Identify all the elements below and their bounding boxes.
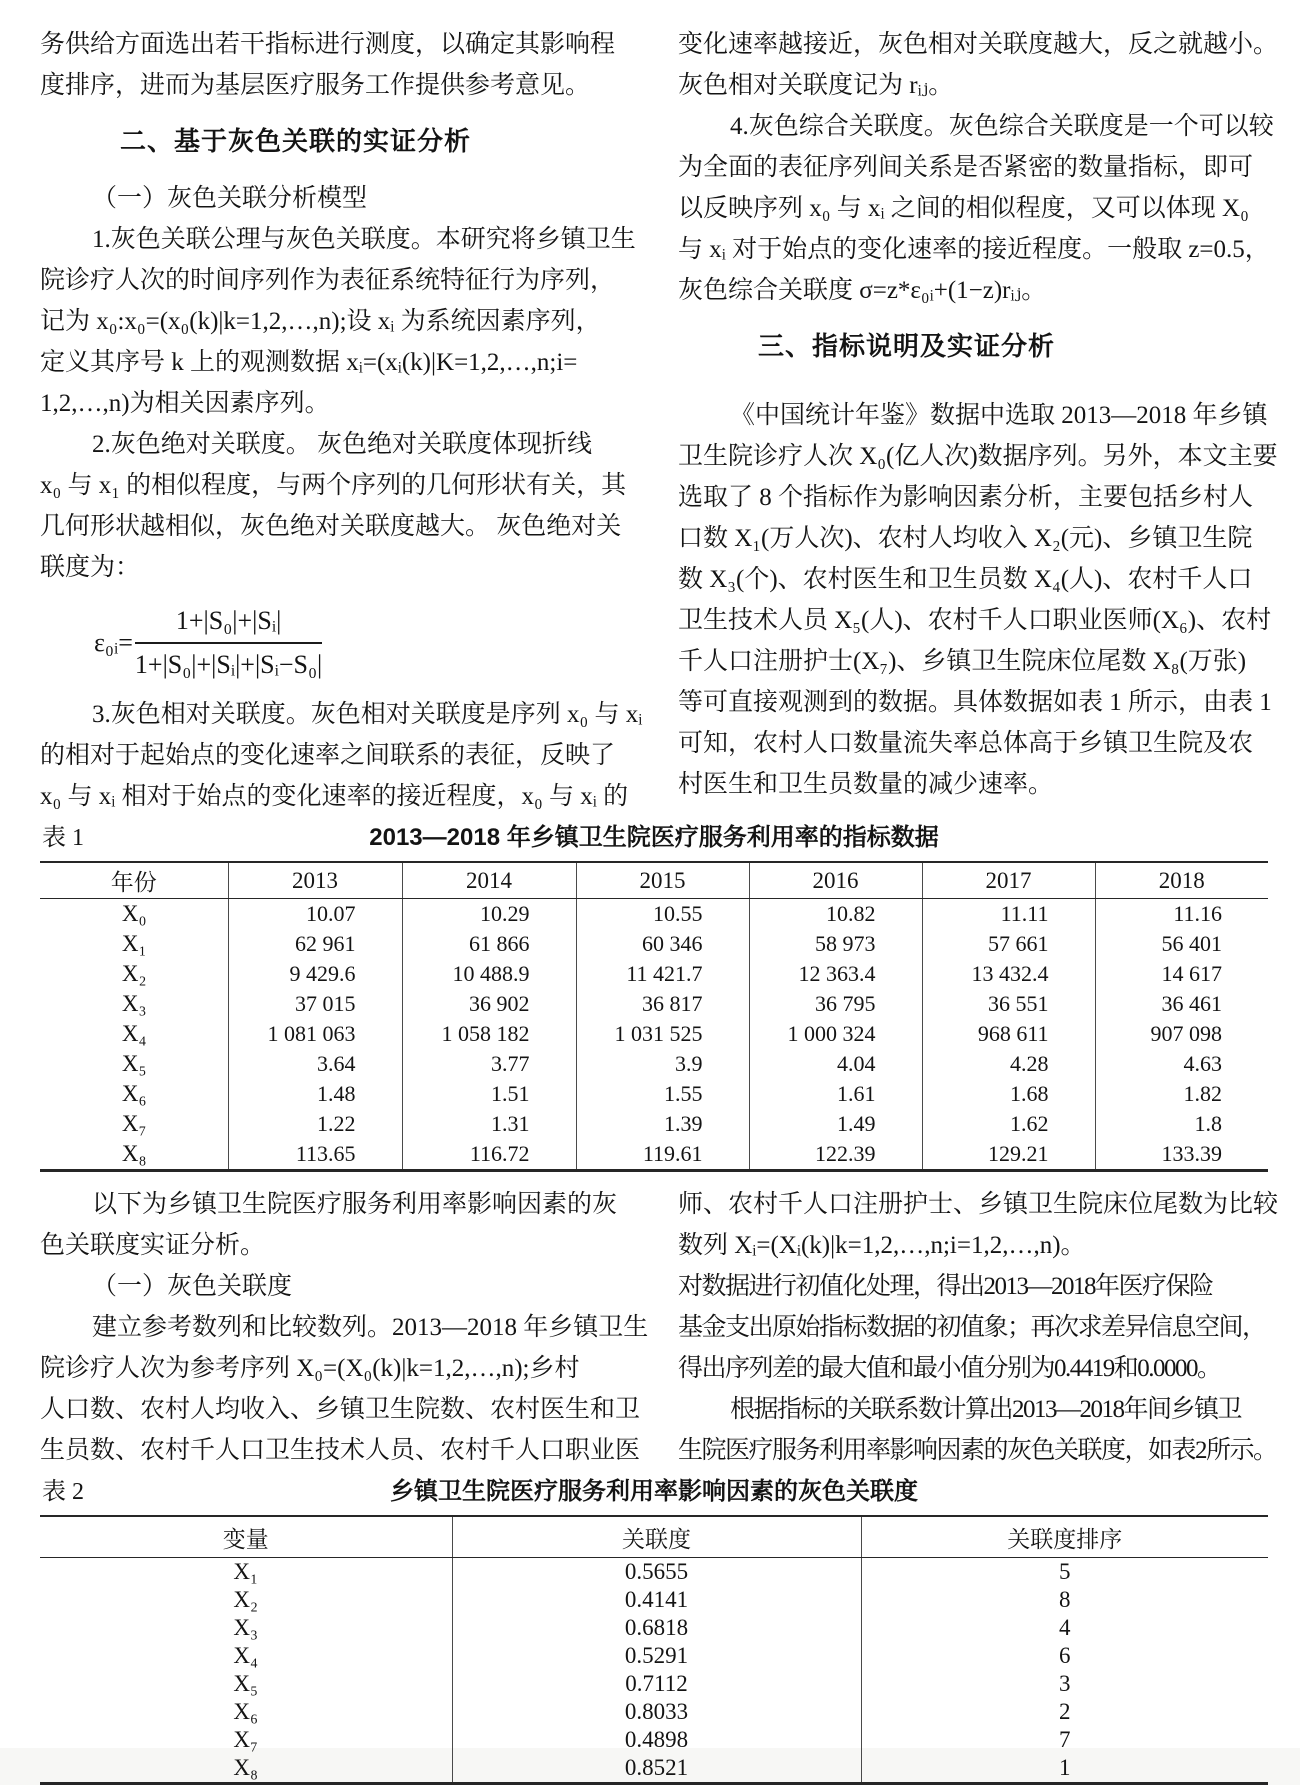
text-line: 选取了 8 个指标作为影响因素分析，主要包括乡村人 [678,484,1254,511]
data-cell: 4.28 [922,1049,1095,1079]
degree-cell: 0.6818 [452,1614,861,1642]
data-cell: 1 058 182 [402,1019,576,1049]
table-row [40,1698,1268,1726]
text-block-mid-left [40,1184,649,1471]
data-cell: 62 961 [228,929,402,959]
variable-cell: X₄ [233,1643,259,1668]
relation-table-header [40,1516,1268,1558]
data-cell: 13 432.4 [922,959,1095,989]
variable-cell: X₂ [121,961,147,986]
text-line: 1.灰色关联公理与灰色关联度。本研究将乡镇卫生 [92,226,636,253]
variable-cell: X₂ [233,1587,259,1612]
degree-cell: 0.5291 [452,1642,861,1670]
table-row [40,1079,1268,1109]
text-line: 对数据进行初值化处理，得出2013—2018年医疗保险 [678,1273,1213,1300]
text-line: 以下为乡镇卫生院医疗服务利用率影响因素的灰 [92,1191,618,1218]
table-row [40,989,1268,1019]
variable-cell: X₁ [121,931,147,956]
rank-cell: 8 [861,1586,1268,1614]
table-row [40,1019,1268,1049]
data-cell: 10 488.9 [402,959,576,989]
table-row [40,1586,1268,1614]
data-cell: 11 421.7 [576,959,749,989]
middle-right-column [678,1184,1279,1471]
degree-header-cell: 关联度 [452,1516,861,1558]
text-line: 得出序列差的最大值和最小值分别为0.4419和0.0000。 [678,1355,1221,1382]
data-cell: 1.8 [1095,1109,1268,1139]
text-line: 师、农村千人口注册护士、乡镇卫生院床位尾数为比较 [678,1191,1279,1218]
variable-cell: X₅ [121,1051,147,1076]
variable-cell: X₃ [233,1615,259,1640]
data-cell: 1.48 [228,1079,402,1109]
text-line: （一）灰色关联度 [92,1273,293,1300]
middle-left-column [40,1184,649,1471]
text-block-right [678,24,1279,805]
data-cell: 968 611 [922,1019,1095,1049]
table2-label: 表 2 [42,1479,84,1505]
text-line: 联度为： [40,554,141,581]
table-row [40,959,1268,989]
text-line: 度排序，进而为基层医疗服务工作提供参考意见。 [40,72,591,99]
degree-cell: 0.4898 [452,1726,861,1754]
header-row [40,1516,1268,1558]
degree-cell: 0.7112 [452,1670,861,1698]
data-cell: 129.21 [922,1139,1095,1171]
indicator-table-body [40,899,1268,1171]
data-cell: 3.64 [228,1049,402,1079]
data-cell: 60 346 [576,929,749,959]
rank-cell: 3 [861,1670,1268,1698]
variable-cell: X₇ [121,1111,147,1136]
data-cell: 3.77 [402,1049,576,1079]
table-row [40,1139,1268,1171]
text-line: 基金支出原始指标数据的初值象；再次求差异信息空间， [678,1314,1266,1341]
formula-numerator: 1+|S₀|+|Sᵢ| [135,604,322,644]
top-section [40,24,1279,817]
data-cell: 3.9 [576,1049,749,1079]
data-cell: 14 617 [1095,959,1268,989]
year-cell: 2015 [576,862,749,899]
data-cell: 10.29 [402,899,576,930]
table-row [40,1726,1268,1754]
degree-cell: 0.5655 [452,1558,861,1587]
header-row [40,862,1268,899]
text-line: 定义其序号 k 上的观测数据 xᵢ=(xᵢ(k)|K=1,2,…,n;i= [40,349,578,376]
text-line: 的相对于起始点的变化速率之间联系的表征，反映了 [40,742,616,769]
text-line: 灰色相对关联度记为 rᵢⱼ。 [678,72,954,99]
text-line: 变化速率越接近，灰色相对关联度越大，反之就越小。 [678,31,1279,58]
table2-title: 乡镇卫生院医疗服务利用率影响因素的灰色关联度 [390,1478,918,1505]
data-cell: 10.82 [749,899,922,930]
data-cell: 10.07 [228,899,402,930]
text-block-mid-right [678,1184,1279,1471]
year-cell: 2013 [228,862,402,899]
text-line: 院诊疗人次为参考序列 X₀=(X₀(k)|k=1,2,…,n);乡村 [40,1355,580,1382]
data-cell: 1 000 324 [749,1019,922,1049]
text-line: 以反映序列 x₀ 与 xᵢ 之间的相似程度，又可以体现 X₀ [678,195,1249,222]
text-line: 三、指标说明及实证分析 [758,331,1056,361]
table-row [40,1670,1268,1698]
year-cell: 2017 [922,862,1095,899]
degree-cell: 0.4141 [452,1586,861,1614]
table1-label: 表 1 [42,825,84,851]
text-line: 《中国统计年鉴》数据中选取 2013—2018 年乡镇 [730,402,1268,429]
data-cell: 10.55 [576,899,749,930]
data-cell: 1.51 [402,1079,576,1109]
data-cell: 1 081 063 [228,1019,402,1049]
text-line: 数列 Xᵢ=(Xᵢ(k)|k=1,2,…,n;i=1,2,…,n)。 [678,1232,1086,1259]
text-line: 2.灰色绝对关联度。 灰色绝对关联度体现折线 [92,431,593,458]
text-line: 二、基于灰色关联的实证分析 [120,126,472,156]
text-line: 务供给方面选出若干指标进行测度，以确定其影响程 [40,31,616,58]
variable-header-cell: 变量 [40,1516,452,1558]
text-block-left-post [40,694,643,817]
data-cell: 1 031 525 [576,1019,749,1049]
text-line: 记为 x₀:x₀=(x₀(k)|k=1,2,…,n);设 xᵢ 为系统因素序列， [40,308,601,335]
variable-cell: X₈ [233,1755,259,1780]
data-cell: 4.63 [1095,1049,1268,1079]
data-cell: 11.11 [922,899,1095,930]
text-line: 卫生技术人员 X₅(人)、农村千人口职业医师(X₆)、农村 [678,607,1272,634]
grey-relational-degree-table [40,1515,1268,1785]
text-line: 可知，农村人口数量流失率总体高于乡镇卫生院及农 [678,730,1254,757]
text-line: 村医生和卫生员数量的减少速率。 [678,771,1054,798]
text-line: 生院医疗服务利用率影响因素的灰色关联度，如表2所示。 [678,1437,1277,1464]
rank-cell: 5 [861,1558,1268,1587]
data-cell: 1.49 [749,1109,922,1139]
variable-cell: X₁ [233,1559,259,1584]
middle-section [40,1184,1279,1471]
table1-caption [40,819,1268,857]
data-cell: 58 973 [749,929,922,959]
text-line: 与 xᵢ 对于始点的变化速率的接近程度。一般取 z=0.5， [678,236,1270,263]
degree-cell: 0.8521 [452,1754,861,1784]
text-line: 4.灰色综合关联度。灰色综合关联度是一个可以较 [730,113,1274,140]
table-row [40,1558,1268,1587]
text-line: 色关联度实证分析。 [40,1232,266,1259]
year-cell: 2018 [1095,862,1268,899]
text-line: 建立参考数列和比较数列。2013—2018 年乡镇卫生 [92,1314,649,1341]
table1-title: 2013—2018 年乡镇卫生院医疗服务利用率的指标数据 [369,824,939,851]
table-row [40,899,1268,930]
text-line: 几何形状越相似，灰色绝对关联度越大。 灰色绝对关 [40,513,622,540]
text-block-left-pre [40,24,636,588]
text-line: 根据指标的关联系数计算出2013—2018年间乡镇卫 [730,1396,1242,1423]
data-cell: 1.82 [1095,1079,1268,1109]
text-line: 1,2,…,n)为相关因素序列。 [40,390,330,417]
grey-absolute-degree-formula [94,604,630,682]
data-cell: 37 015 [228,989,402,1019]
table-row [40,1642,1268,1670]
formula-fraction [135,604,322,682]
top-left-column [40,24,643,817]
data-cell: 61 866 [402,929,576,959]
data-cell: 1.62 [922,1109,1095,1139]
text-line: 数 X₃(个)、农村医生和卫生员数 X₄(人)、农村千人口 [678,566,1253,593]
variable-cell: X₇ [233,1727,259,1752]
variable-cell: X₅ [233,1671,259,1696]
year-header-cell: 年份 [40,862,228,899]
data-cell: 1.68 [922,1079,1095,1109]
data-cell: 1.31 [402,1109,576,1139]
data-cell: 36 551 [922,989,1095,1019]
indicator-table-header [40,862,1268,899]
data-cell: 11.16 [1095,899,1268,930]
data-cell: 1.61 [749,1079,922,1109]
year-cell: 2016 [749,862,922,899]
text-line: 院诊疗人次的时间序列作为表征系统特征行为序列， [40,267,616,294]
rank-cell: 7 [861,1726,1268,1754]
variable-cell: X₈ [121,1141,147,1166]
data-cell: 36 817 [576,989,749,1019]
relation-table-body [40,1558,1268,1784]
data-cell: 1.55 [576,1079,749,1109]
rank-cell: 4 [861,1614,1268,1642]
variable-cell: X₆ [121,1081,147,1106]
data-cell: 56 401 [1095,929,1268,959]
table-row [40,1614,1268,1642]
data-cell: 12 363.4 [749,959,922,989]
degree-cell: 0.8033 [452,1698,861,1726]
formula-denominator: 1+|S₀|+|Sᵢ|+|Sᵢ−S₀| [134,650,323,679]
data-cell: 116.72 [402,1139,576,1171]
rank-cell: 6 [861,1642,1268,1670]
variable-cell: X₄ [121,1021,147,1046]
table2-caption [40,1473,1268,1511]
data-cell: 36 902 [402,989,576,1019]
formula-lhs: ε₀ᵢ= [94,628,133,657]
text-line: 人口数、农村人均收入、乡镇卫生院数、农村医生和卫 [40,1396,641,1423]
text-line: 生员数、农村千人口卫生技术人员、农村千人口职业医 [40,1437,641,1464]
data-cell: 133.39 [1095,1139,1268,1171]
text-line: 3.灰色相对关联度。灰色相对关联度是序列 x₀ 与 xᵢ [92,701,643,728]
data-cell: 113.65 [228,1139,402,1171]
data-cell: 119.61 [576,1139,749,1171]
indicator-data-table [40,861,1268,1172]
data-cell: 9 429.6 [228,959,402,989]
rank-cell: 1 [861,1754,1268,1784]
data-cell: 36 795 [749,989,922,1019]
table-row [40,1754,1268,1784]
text-line: 灰色综合关联度 σ=z*ε₀ᵢ+(1−z)rᵢⱼ。 [678,277,1047,304]
text-line: 口数 X₁(万人次)、农村人均收入 X₂(元)、乡镇卫生院 [678,525,1253,552]
rank-header-cell: 关联度排序 [861,1516,1268,1558]
rank-cell: 2 [861,1698,1268,1726]
data-cell: 1.22 [228,1109,402,1139]
data-cell: 36 461 [1095,989,1268,1019]
table-row [40,1109,1268,1139]
variable-cell: X₃ [121,991,147,1016]
text-line: x₀ 与 x₁ 的相似程度，与两个序列的几何形状有关，其 [40,472,627,499]
data-cell: 122.39 [749,1139,922,1171]
text-line: （一）灰色关联分析模型 [92,185,368,212]
text-line: 为全面的表征序列间关系是否紧密的数量指标，即可 [678,154,1254,181]
data-cell: 1.39 [576,1109,749,1139]
variable-cell: X₀ [121,901,147,926]
table-row [40,1049,1268,1079]
data-cell: 907 098 [1095,1019,1268,1049]
top-right-column [678,24,1279,817]
text-line: 卫生院诊疗人次 X₀(亿人次)数据序列。另外，本文主要 [678,443,1278,470]
variable-cell: X₆ [233,1699,259,1724]
text-line: x₀ 与 xᵢ 相对于始点的变化速率的接近程度，x₀ 与 xᵢ 的 [40,783,629,810]
data-cell: 57 661 [922,929,1095,959]
year-cell: 2014 [402,862,576,899]
data-cell: 4.04 [749,1049,922,1079]
text-line: 千人口注册护士(X₇)、乡镇卫生院床位尾数 X₈(万张) [678,648,1247,675]
table-row [40,929,1268,959]
text-line: 等可直接观测到的数据。具体数据如表 1 所示，由表 1 [678,689,1272,716]
